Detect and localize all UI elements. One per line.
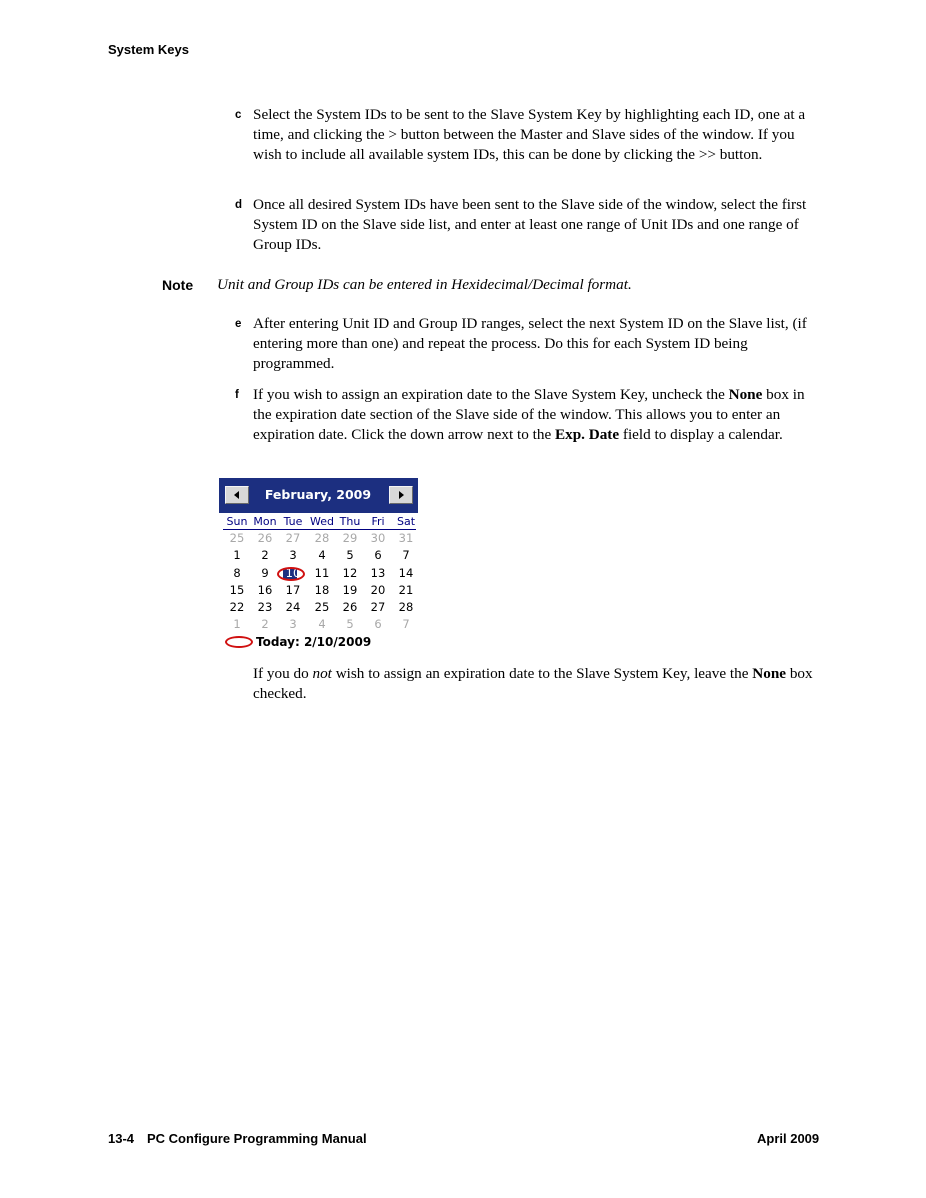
calendar-day[interactable]: 5 <box>346 548 354 562</box>
calendar-day[interactable]: 23 <box>257 600 273 614</box>
running-header: System Keys <box>108 42 189 57</box>
calendar-day-other-month[interactable]: 25 <box>229 531 245 545</box>
footer-page-number: 13-4 <box>108 1131 135 1146</box>
step-marker-c: c <box>235 109 242 121</box>
calendar-day[interactable]: 14 <box>398 566 414 580</box>
step-f-text-part1: If you wish to assign an expiration date to the Slave System Key, uncheck the <box>253 386 729 403</box>
calendar-day[interactable]: 12 <box>342 566 358 580</box>
calendar-day-other-month[interactable]: 1 <box>233 617 241 631</box>
prev-month-button[interactable] <box>225 486 249 504</box>
step-d-text: Once all desired System IDs have been sent to the Slave side of the window, select the first System ID on the Slave side list, and enter at least one range of Unit IDs and one range of Group IDs. <box>253 196 807 253</box>
weekday-mon: Mon <box>253 515 277 528</box>
weekday-header-row <box>223 515 416 530</box>
calendar-day[interactable]: 20 <box>370 583 386 597</box>
calendar-day[interactable]: 21 <box>398 583 414 597</box>
calendar-day[interactable]: 10 <box>285 566 301 580</box>
after-calendar-bold-none: None <box>752 665 787 682</box>
calendar-day-other-month[interactable]: 29 <box>342 531 358 545</box>
after-calendar-part1: If you do <box>253 665 313 682</box>
weekday-fri: Fri <box>371 515 385 528</box>
red-circle-annotation <box>277 567 305 581</box>
calendar-day-other-month[interactable]: 2 <box>261 617 269 631</box>
after-calendar-italic-not: not <box>312 665 332 682</box>
footer-manual-title: PC Configure Programming Manual <box>147 1131 367 1146</box>
calendar-day-other-month[interactable]: 27 <box>285 531 301 545</box>
calendar-day[interactable]: 3 <box>289 548 297 562</box>
calendar-day[interactable]: 24 <box>285 600 301 614</box>
calendar-day[interactable]: 18 <box>314 583 330 597</box>
calendar-month-label: February, 2009 <box>264 487 372 502</box>
calendar-day[interactable]: 25 <box>314 600 330 614</box>
weekday-tue: Tue <box>283 515 303 528</box>
left-arrow-icon <box>234 491 239 499</box>
footer-date: April 2009 <box>757 1131 820 1146</box>
calendar-day-other-month[interactable]: 28 <box>314 531 330 545</box>
calendar-day[interactable]: 26 <box>342 600 358 614</box>
calendar-day[interactable]: 13 <box>370 566 386 580</box>
calendar-day[interactable]: 9 <box>261 566 269 580</box>
calendar-day-other-month[interactable]: 4 <box>318 617 326 631</box>
step-e-text: After entering Unit ID and Group ID ranges, select the next System ID on the Slave list, (if entering more than one) and repeat the process. Do this for each System ID being programmed. <box>253 315 807 372</box>
step-c-text: Select the System IDs to be sent to the Slave System Key by highlighting each ID, one at a time, and clicking the > button between the Master and Slave sides of the window. If you wish to include all available system IDs, this can be done by clicking the >> button. <box>253 106 806 163</box>
weekday-thu: Thu <box>339 515 361 528</box>
calendar-header <box>219 478 418 513</box>
next-month-button[interactable] <box>389 486 413 504</box>
calendar-day-other-month[interactable]: 31 <box>398 531 414 545</box>
step-marker-f: f <box>235 389 239 401</box>
step-f-text-part2: box in the expiration date section of the Slave side of the window. This allows you to enter an expiration date. Click the down arrow next to the <box>253 386 805 443</box>
weekday-sun: Sun <box>226 515 248 528</box>
calendar-day-other-month[interactable]: 3 <box>289 617 297 631</box>
step-f-bold-none: None <box>728 386 763 403</box>
calendar-day[interactable]: 8 <box>233 566 241 580</box>
calendar-day[interactable]: 27 <box>370 600 386 614</box>
calendar-day[interactable]: 4 <box>318 548 326 562</box>
calendar-day[interactable]: 7 <box>402 548 410 562</box>
after-calendar-text <box>253 664 818 704</box>
step-marker-e: e <box>235 318 242 330</box>
after-calendar-part2: wish to assign an expiration date to the Slave System Key, leave the <box>331 665 753 682</box>
calendar-day[interactable]: 1 <box>233 548 241 562</box>
today-label[interactable]: Today: 2/10/2009 <box>256 635 372 649</box>
calendar-day[interactable]: 22 <box>229 600 245 614</box>
calendar-day[interactable]: 17 <box>285 583 301 597</box>
calendar-widget <box>219 478 418 653</box>
calendar-day[interactable]: 16 <box>257 583 273 597</box>
step-f-text-part3: field to display a calendar. <box>619 426 783 443</box>
after-calendar-part3: box checked. <box>253 665 813 702</box>
calendar-day[interactable]: 28 <box>398 600 414 614</box>
step-f-bold-exp-date: Exp. Date <box>554 426 620 443</box>
calendar-day-other-month[interactable]: 26 <box>257 531 273 545</box>
calendar-day[interactable]: 2 <box>261 548 269 562</box>
calendar-day-other-month[interactable]: 5 <box>346 617 354 631</box>
weekday-sat: Sat <box>396 515 416 528</box>
calendar-day-other-month[interactable]: 30 <box>370 531 386 545</box>
calendar-day[interactable]: 19 <box>342 583 358 597</box>
today-circle-icon <box>225 636 253 648</box>
calendar-day[interactable]: 15 <box>229 583 245 597</box>
calendar-day[interactable]: 6 <box>374 548 382 562</box>
note-text: Unit and Group IDs can be entered in Hexidecimal/Decimal format. <box>217 276 632 293</box>
note-label: Note <box>162 277 194 293</box>
right-arrow-icon <box>399 491 404 499</box>
weekday-wed: Wed <box>310 515 334 528</box>
calendar-day-other-month[interactable]: 7 <box>402 617 410 631</box>
calendar-day-other-month[interactable]: 6 <box>374 617 382 631</box>
calendar-day[interactable]: 11 <box>314 566 330 580</box>
step-f-text <box>253 385 818 445</box>
step-marker-d: d <box>235 199 243 211</box>
